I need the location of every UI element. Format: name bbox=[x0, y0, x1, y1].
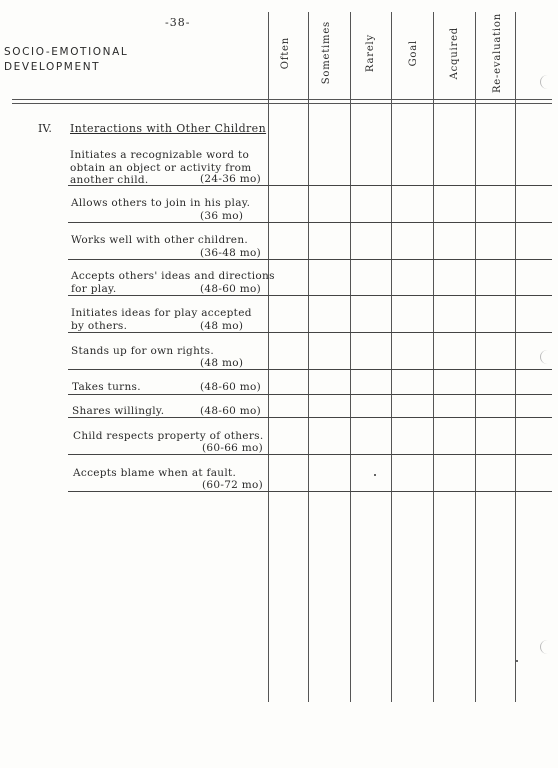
column-rule bbox=[308, 12, 309, 702]
column-rule bbox=[475, 12, 476, 702]
row-rule bbox=[68, 295, 552, 296]
list-item bbox=[71, 234, 248, 247]
item-text: Stands up for own rights. bbox=[71, 345, 214, 357]
scan-speck bbox=[374, 474, 376, 476]
item-text: Initiates ideas for play accepted bbox=[71, 307, 252, 319]
column-rule bbox=[433, 12, 434, 702]
item-age: (48-60 mo) bbox=[200, 381, 262, 393]
column-header-acquired: Acquired bbox=[448, 26, 460, 80]
column-rule bbox=[350, 12, 351, 702]
subsection-title: Interactions with Other Children bbox=[70, 122, 267, 135]
list-item bbox=[72, 405, 164, 418]
item-text: another child. bbox=[70, 174, 149, 186]
item-text: by others. bbox=[71, 319, 128, 332]
item-age: (48-60 mo) bbox=[200, 405, 262, 417]
row-rule bbox=[68, 417, 552, 418]
list-item bbox=[73, 467, 236, 480]
list-item bbox=[72, 381, 141, 394]
column-header-sometimes: Sometimes bbox=[320, 21, 332, 85]
item-age: (48 mo) bbox=[200, 357, 244, 369]
list-item bbox=[71, 197, 250, 210]
column-rule bbox=[268, 12, 269, 702]
item-text: Takes turns. bbox=[72, 381, 141, 393]
section-title bbox=[4, 45, 128, 75]
item-age: (36 mo) bbox=[200, 210, 244, 222]
column-rule bbox=[515, 12, 516, 702]
item-age: (48-60 mo) bbox=[200, 283, 262, 295]
binder-hole-mark bbox=[540, 640, 555, 654]
item-text: Initiates a recognizable word to bbox=[70, 149, 250, 161]
item-age: (60-66 mo) bbox=[202, 442, 264, 454]
item-text: obtain an object or activity from bbox=[70, 161, 252, 174]
row-rule bbox=[68, 394, 552, 395]
binder-hole-mark bbox=[540, 75, 555, 89]
column-header-re-evaluation: Re-evaluation bbox=[491, 12, 503, 94]
row-rule bbox=[68, 185, 552, 186]
item-text: Shares willingly. bbox=[72, 405, 165, 417]
list-item bbox=[71, 345, 214, 358]
scan-speck bbox=[516, 660, 518, 662]
item-age: (60-72 mo) bbox=[202, 479, 264, 491]
row-rule bbox=[68, 454, 552, 455]
item-text: for play. bbox=[71, 282, 117, 295]
page-number: -38- bbox=[165, 16, 191, 29]
item-age: (36-48 mo) bbox=[200, 247, 262, 259]
binder-hole-mark bbox=[540, 350, 555, 364]
header-double-rule bbox=[12, 99, 552, 104]
column-header-rarely: Rarely bbox=[364, 33, 376, 73]
subsection-numeral: IV. bbox=[38, 122, 52, 135]
item-text: Accepts others' ideas and directions bbox=[71, 270, 275, 282]
item-text: Works well with other children. bbox=[71, 234, 249, 246]
list-item bbox=[73, 430, 263, 443]
column-header-goal: Goal bbox=[407, 39, 419, 67]
row-rule bbox=[68, 222, 552, 223]
column-rule bbox=[391, 12, 392, 702]
item-text: Accepts blame when at fault. bbox=[73, 467, 237, 479]
row-rule bbox=[68, 369, 552, 370]
column-header-often: Often bbox=[279, 36, 291, 70]
row-rule bbox=[68, 259, 552, 260]
section-title-line-2: DEVELOPMENT bbox=[4, 61, 101, 73]
section-title-line-1: SOCIO-EMOTIONAL bbox=[4, 46, 129, 58]
item-text: Allows others to join in his play. bbox=[71, 197, 251, 209]
item-age: (24-36 mo) bbox=[200, 173, 262, 185]
row-rule bbox=[68, 491, 552, 492]
item-text: Child respects property of others. bbox=[73, 430, 264, 442]
row-rule bbox=[68, 332, 552, 333]
item-age: (48 mo) bbox=[200, 320, 244, 332]
